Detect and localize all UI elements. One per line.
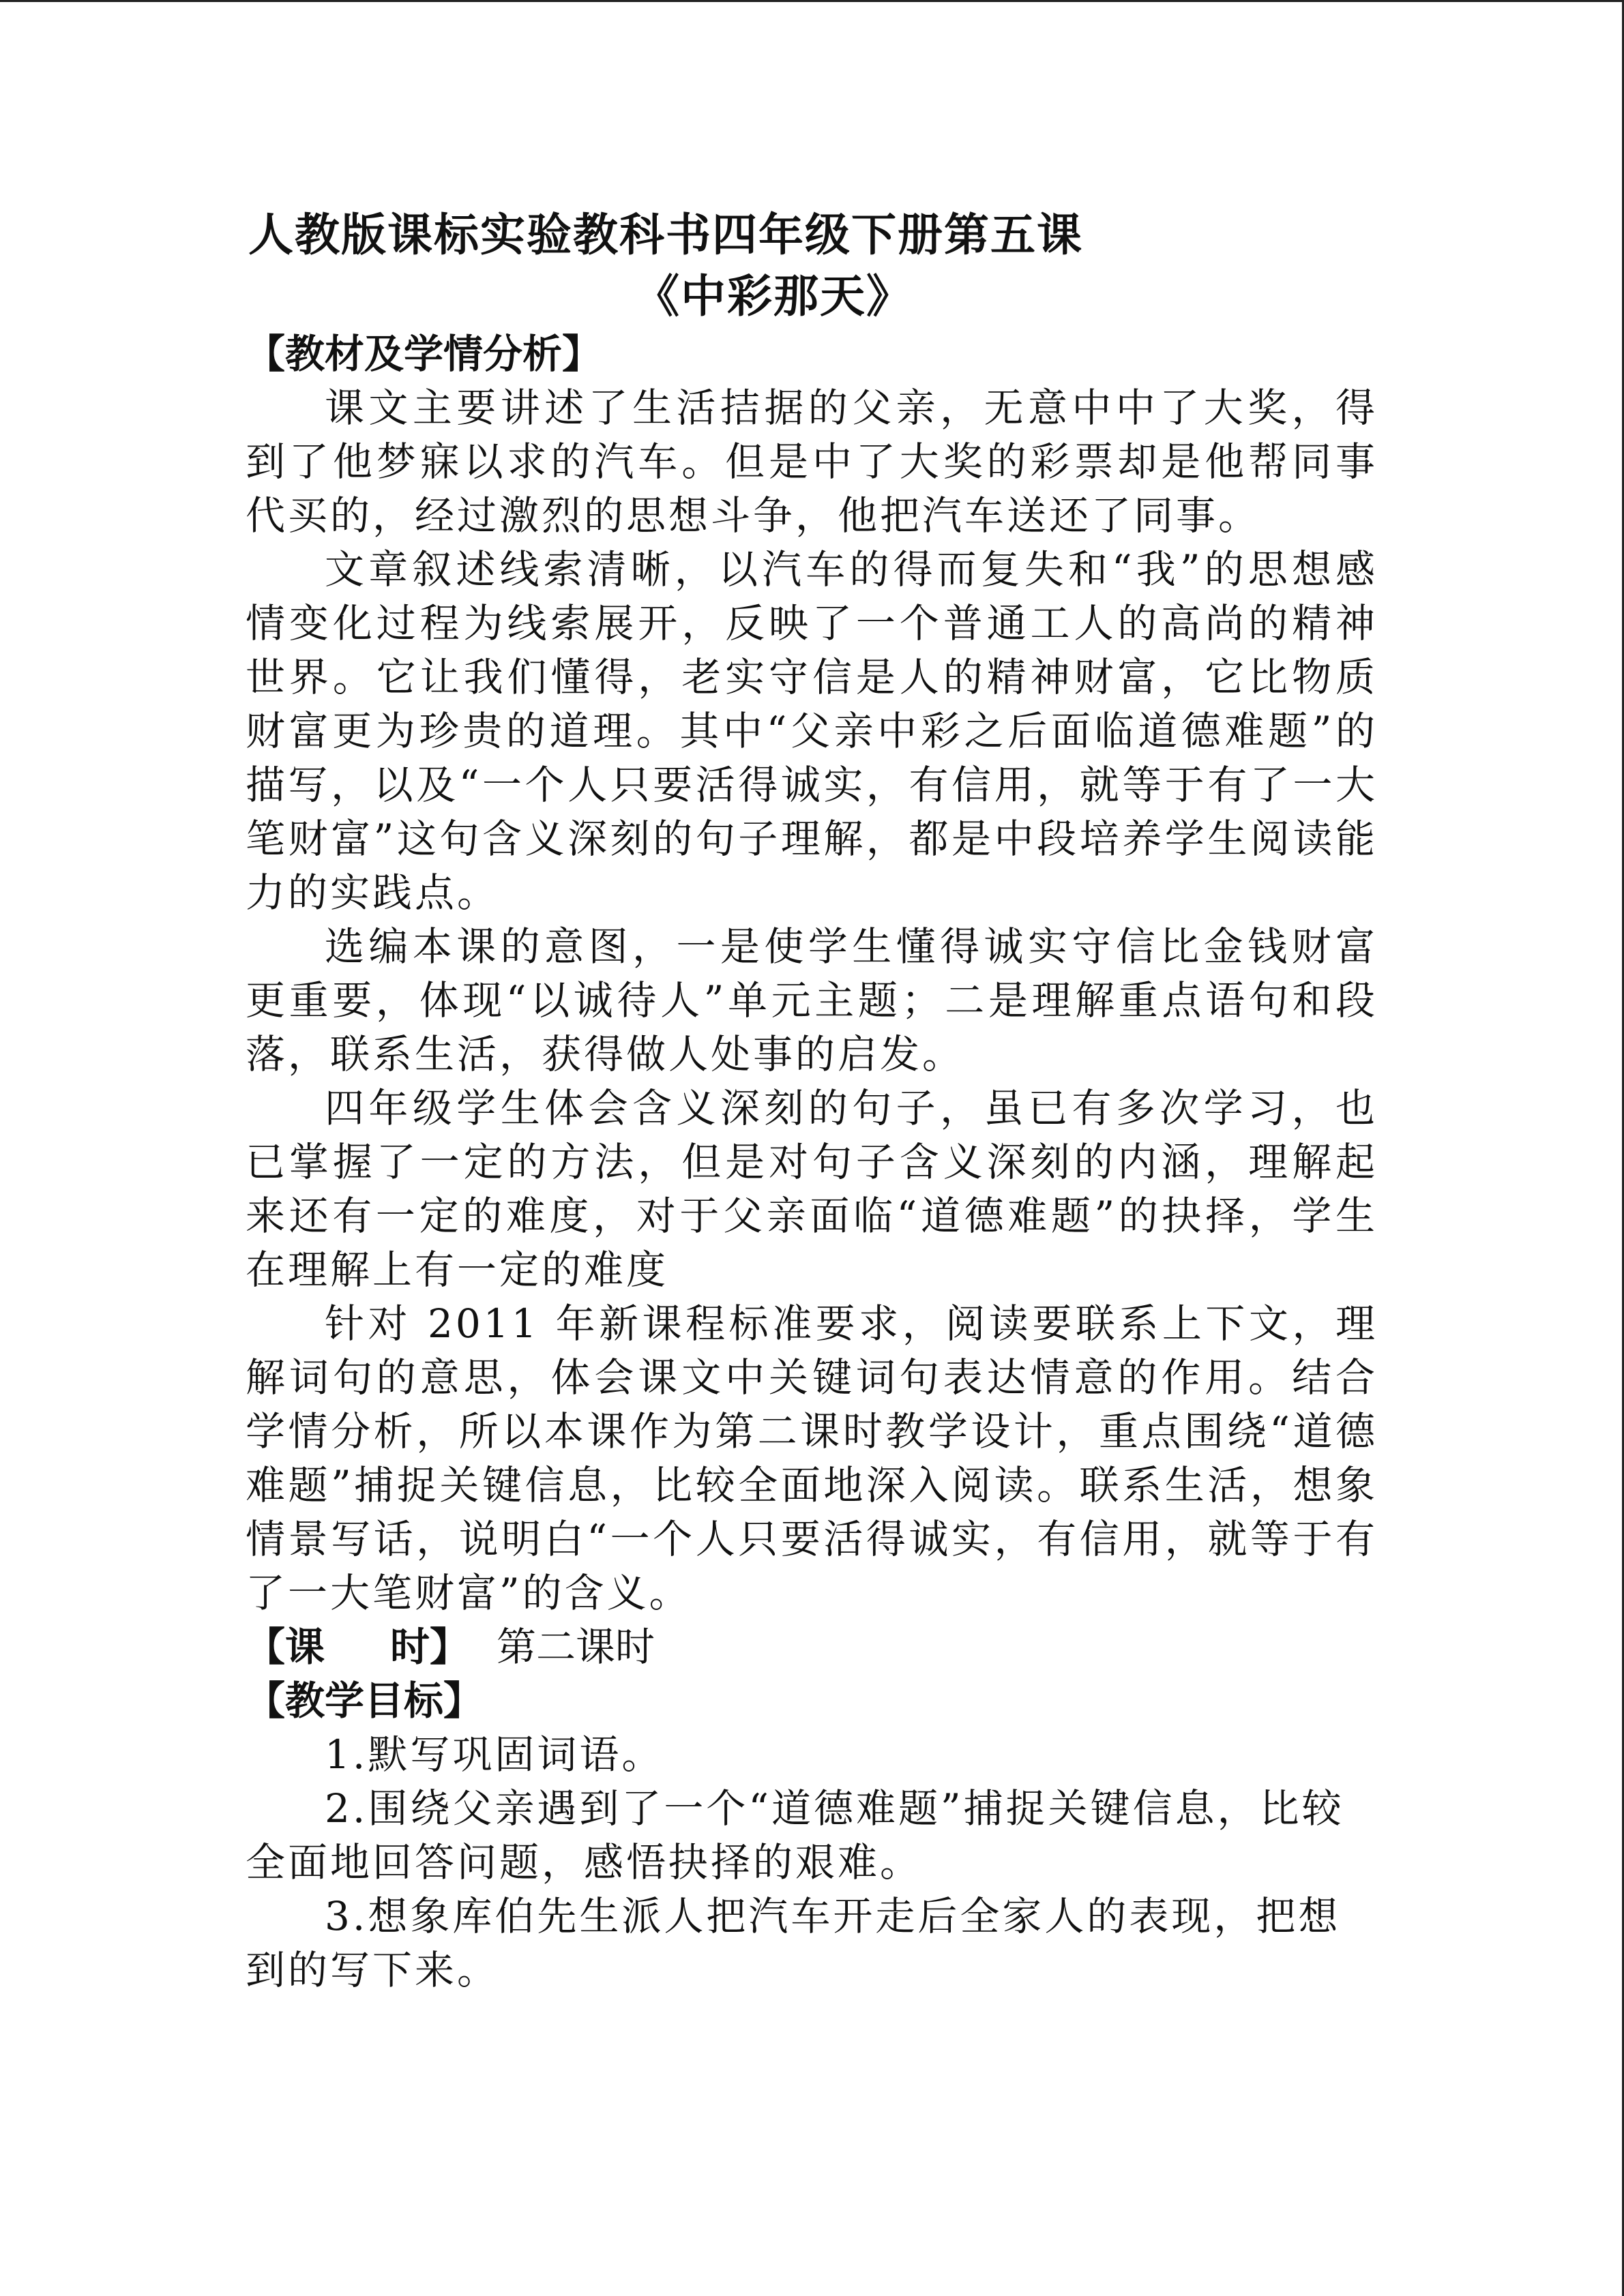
document-body [246,205,1378,1997]
lesson-title: 《中彩那天》 [634,270,913,323]
analysis-paragraph-1: 课文主要讲述了生活拮据的父亲，无意中中了大奖，得到了他梦寐以求的汽车。但是中了大奖的彩票却是他帮同事代买的，经过激烈的思想斗争，他把汽车送还了同事。 [246,385,1378,539]
analysis-paragraph-5: 针对 2011 年新课程标准要求，阅读要联系上下文，理解词句的意思，体会课文中关键词句表达情意的作用。结合学情分析，所以本课作为第二课时教学设计，重点围绕“道德难题”捕捉关键信息，比较全面地深入阅读。联系生活，想象情景写话，说明白“一个人只要活得诚实，有信用，就等于有了一大笔财富”的含义。 [246,1300,1378,1616]
objective-item-3: 3.想象库伯先生派人把汽车开走后全家人的表现，把想到的写下来。 [246,1893,1341,1993]
document-title: 人教版课标实验教科书四年级下册第五课 [248,209,1083,261]
section-heading-objectives: 【教学目标】 [246,1678,484,1724]
section-heading-hours [246,1620,1378,1674]
hours-label-close: 时】 [390,1624,470,1670]
section-heading-analysis: 【教材及学情分析】 [246,331,602,377]
analysis-paragraph-4: 四年级学生体会含义深刻的句子，虽已有多次学习，也已掌握了一定的方法，但是对句子含义深刻的内涵，理解起来还有一定的难度，对于父亲面临“道德难题”的抉择，学生在理解上有一定的难度 [246,1085,1378,1293]
objective-item-2: 2.围绕父亲遇到了一个“道德难题”捕捉关键信息，比较全面地回答问题，感悟抉择的艰难。 [246,1785,1344,1885]
hours-label-open: 【课 [246,1624,325,1670]
hours-value: 第二课时 [497,1624,655,1670]
analysis-paragraph-3: 选编本课的意图，一是使学生懂得诚实守信比金钱财富更重要，体现“以诚待人”单元主题；二是理解重点语句和段落，联系生活，获得做人处事的启发。 [246,923,1378,1077]
objective-item-1: 1.默写巩固词语。 [325,1731,664,1778]
analysis-paragraph-2: 文章叙述线索清晰，以汽车的得而复失和“我”的思想感情变化过程为线索展开，反映了一个普通工人的高尚的精神世界。它让我们懂得，老实守信是人的精神财富，它比物质财富更为珍贵的道理。其中“父亲中彩之后面临道德难题”的描写，以及“一个人只要活得诚实，有信用，就等于有了一大笔财富”这句含义深刻的句子理解，都是中段培养学生阅读能力的实践点。 [246,546,1378,916]
page-top-border [0,0,1624,2]
